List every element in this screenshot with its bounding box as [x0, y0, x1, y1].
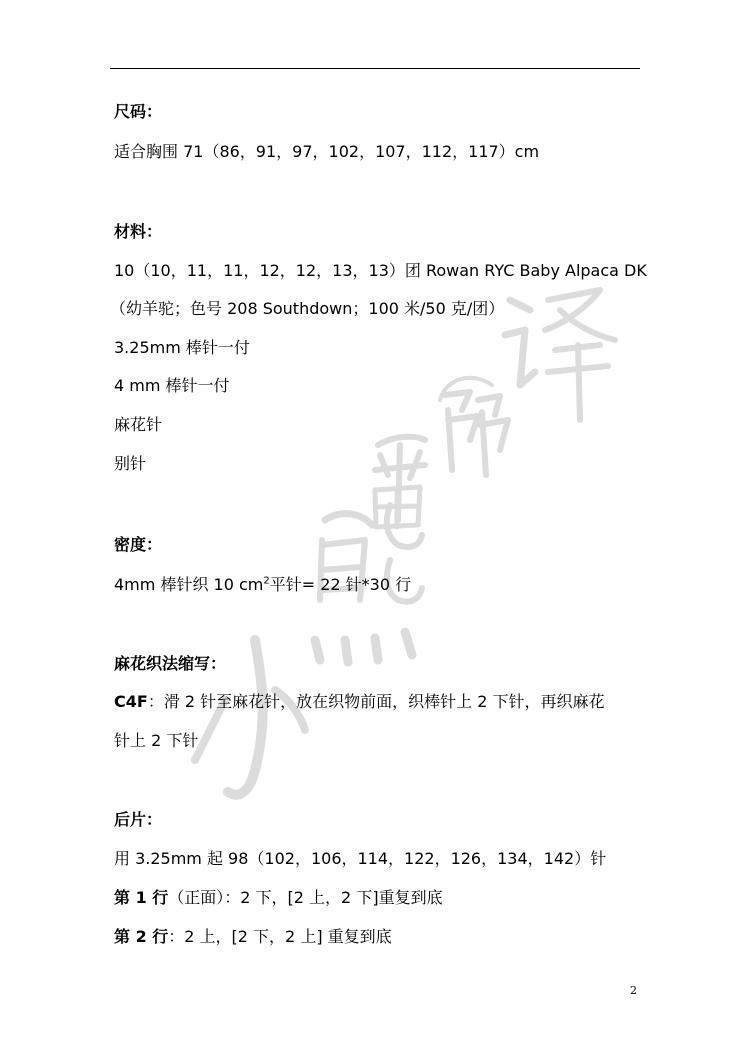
gauge-superscript: 2	[263, 575, 270, 587]
size-line: 适合胸围 71（86，91，97，102，107，112，117）cm	[114, 142, 540, 161]
back-heading: 后片：	[114, 810, 163, 829]
gauge-text-post: 平针= 22 针*30 行	[269, 575, 412, 594]
page-number: 2	[630, 984, 637, 997]
materials-stitch-holder: 别针	[114, 454, 147, 473]
back-row-2	[114, 926, 392, 948]
materials-yarn-line: 10（10，11，11，12，12，13，13）团 Rowan RYC Baby Alpaca DK	[114, 261, 647, 280]
cable-line-2: 针上 2 下针	[114, 731, 199, 750]
cable-heading: 麻花织法缩写：	[114, 654, 227, 673]
gauge-text-pre: 4mm 棒针织 10 cm	[114, 575, 264, 594]
row-2-label: 第 2 行	[114, 927, 169, 946]
size-heading: 尺码：	[114, 102, 163, 121]
materials-cable-needle: 麻花针	[114, 415, 163, 434]
gauge-heading: 密度：	[114, 535, 163, 554]
materials-heading: 材料：	[114, 222, 163, 241]
row-1-label: 第 1 行	[114, 888, 169, 907]
back-row-1	[114, 887, 443, 909]
cable-line-1	[114, 691, 605, 713]
gauge-line	[114, 574, 411, 596]
row-2-text: ：2 上，[2 下，2 上] 重复到底	[168, 927, 392, 946]
cable-abbr: C4F	[114, 692, 148, 711]
header-rule	[110, 68, 640, 69]
cable-line-1-rest: ：滑 2 针至麻花针，放在织物前面，织棒针上 2 下针，再织麻花	[147, 692, 605, 711]
back-cast-on-line: 用 3.25mm 起 98（102，106，114，122，126，134，142）针	[114, 849, 607, 868]
materials-needle-325: 3.25mm 棒针一付	[114, 338, 250, 357]
materials-needle-4: 4 mm 棒针一付	[114, 376, 230, 395]
materials-yarn-detail: （幼羊驼；色号 208 Southdown；100 米/50 克/团）	[110, 299, 505, 318]
row-1-text: （正面）：2 下，[2 上，2 下]重复到底	[168, 888, 443, 907]
